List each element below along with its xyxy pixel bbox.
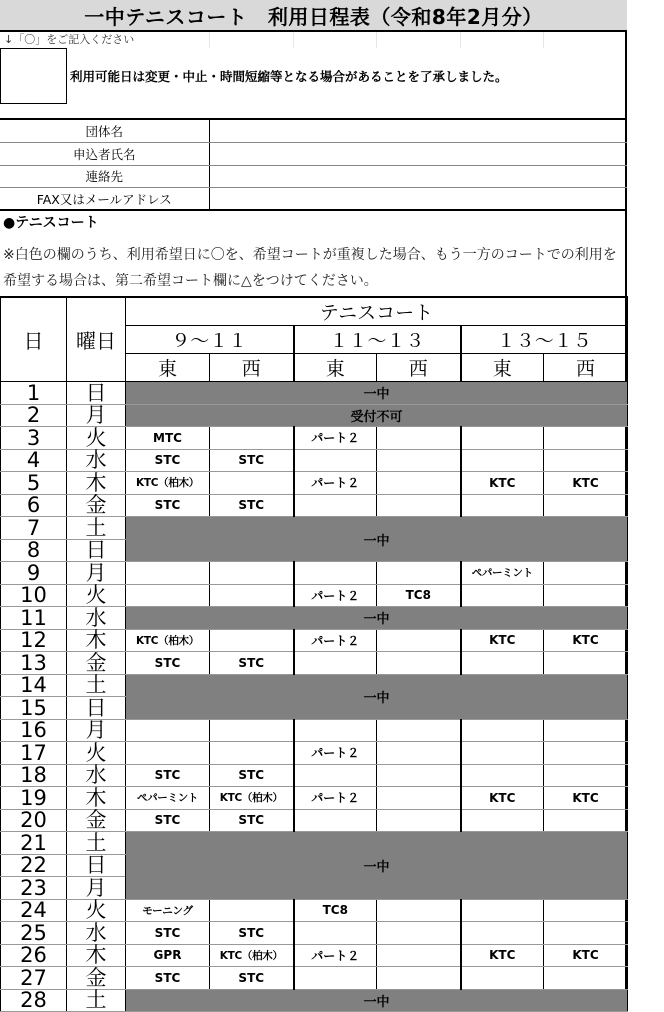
schedule-row-day-1 bbox=[1, 382, 628, 405]
slot-cell-13-15-east[interactable] bbox=[461, 899, 544, 922]
schedule-row-day-7 bbox=[1, 517, 628, 540]
confirm-statement: 利用可能日は変更・中止・時間短縮等となる場合があることを了承しました。 bbox=[70, 69, 508, 84]
slot-cell-11-13-west[interactable] bbox=[377, 427, 461, 450]
slot-cell-13-15-west[interactable] bbox=[544, 742, 628, 765]
day-number: 7 bbox=[1, 517, 67, 540]
weekday: 土 bbox=[67, 674, 126, 697]
slot-cell-9-11-west[interactable] bbox=[210, 427, 294, 450]
schedule-row-day-2 bbox=[1, 404, 628, 427]
weekday: 火 bbox=[67, 742, 126, 765]
weekday: 火 bbox=[67, 584, 126, 607]
day-number: 28 bbox=[1, 989, 67, 1012]
weekday: 日 bbox=[67, 539, 126, 562]
slot-cell-11-13-west[interactable] bbox=[377, 494, 461, 517]
header-slot-11-13: １１～１３ bbox=[294, 326, 461, 354]
form-label: 連絡先 bbox=[0, 165, 209, 188]
fax-email-field[interactable] bbox=[209, 188, 627, 211]
day-number: 6 bbox=[1, 494, 67, 517]
slot-cell-11-13-east: パート２ bbox=[294, 787, 377, 810]
slot-cell-9-11-west[interactable] bbox=[210, 719, 294, 742]
header-west: 西 bbox=[210, 354, 294, 382]
slot-cell-9-11-west[interactable] bbox=[210, 562, 294, 585]
schedule-row-day-27 bbox=[1, 967, 628, 990]
schedule-row-day-20 bbox=[1, 809, 628, 832]
slot-cell-11-13-east: パート２ bbox=[294, 472, 377, 495]
schedule-row-day-14 bbox=[1, 674, 628, 697]
slot-cell-9-11-east: STC bbox=[126, 652, 210, 675]
slot-cell-11-13-west[interactable] bbox=[377, 899, 461, 922]
slot-cell-9-11-west: STC bbox=[210, 449, 294, 472]
slot-cell-13-15-east[interactable] bbox=[461, 967, 544, 990]
slot-cell-11-13-west[interactable] bbox=[377, 742, 461, 765]
slot-cell-13-15-east[interactable] bbox=[461, 719, 544, 742]
slot-cell-13-15-west: KTC bbox=[544, 629, 628, 652]
schedule-row-day-21 bbox=[1, 832, 628, 855]
day-number: 25 bbox=[1, 922, 67, 945]
slot-cell-9-11-east: KTC（柏木） bbox=[126, 472, 210, 495]
weekday: 土 bbox=[67, 517, 126, 540]
weekday: 金 bbox=[67, 809, 126, 832]
weekday: 木 bbox=[67, 629, 126, 652]
slot-cell-13-15-east: KTC bbox=[461, 787, 544, 810]
slot-cell-11-13-west[interactable] bbox=[377, 944, 461, 967]
day-number: 18 bbox=[1, 764, 67, 787]
weekday: 日 bbox=[67, 697, 126, 720]
form-row-applicant-name bbox=[0, 143, 627, 166]
group-name-field[interactable] bbox=[209, 120, 627, 143]
slot-cell-13-15-east: ペパーミント bbox=[461, 562, 544, 585]
header-west: 西 bbox=[377, 354, 461, 382]
slot-cell-13-15-east: KTC bbox=[461, 472, 544, 495]
weekday: 土 bbox=[67, 832, 126, 855]
day-number: 13 bbox=[1, 652, 67, 675]
slot-cell-9-11-west: STC bbox=[210, 922, 294, 945]
slot-cell-13-15-east: KTC bbox=[461, 629, 544, 652]
slot-cell-9-11-west[interactable] bbox=[210, 742, 294, 765]
slot-cell-13-15-west[interactable] bbox=[544, 764, 628, 787]
day-number: 21 bbox=[1, 832, 67, 855]
slot-cell-13-15-west[interactable] bbox=[544, 494, 628, 517]
instruction-note: ※白色の欄のうち、利用希望日に〇を、希望コートが重複した場合、もう一方のコートでの利用を希望する場合は、第二希望コート欄に△をつけてください。 bbox=[3, 247, 617, 289]
slot-cell-9-11-west: STC bbox=[210, 652, 294, 675]
slot-cell-11-13-east: パート２ bbox=[294, 944, 377, 967]
schedule-row-day-4 bbox=[1, 449, 628, 472]
slot-cell-9-11-west[interactable] bbox=[210, 472, 294, 495]
slot-cell-9-11-east: MTC bbox=[126, 427, 210, 450]
weekday: 月 bbox=[67, 877, 126, 900]
day-number: 26 bbox=[1, 944, 67, 967]
slot-cell-11-13-west[interactable] bbox=[377, 562, 461, 585]
slot-cell-13-15-east[interactable] bbox=[461, 494, 544, 517]
weekday: 水 bbox=[67, 764, 126, 787]
section-title: ●テニスコート bbox=[3, 215, 99, 231]
slot-cell-13-15-west[interactable] bbox=[544, 809, 628, 832]
day-number: 12 bbox=[1, 629, 67, 652]
slot-cell-9-11-west: STC bbox=[210, 494, 294, 517]
slot-cell-9-11-east: モーニング bbox=[126, 899, 210, 922]
slot-cell-9-11-west: STC bbox=[210, 764, 294, 787]
schedule-row-day-12 bbox=[1, 629, 628, 652]
slot-cell-11-13-east[interactable] bbox=[294, 652, 377, 675]
form-label: 団体名 bbox=[0, 120, 209, 143]
blocked-cell: 受付不可 bbox=[126, 404, 628, 427]
slot-cell-11-13-east[interactable] bbox=[294, 922, 377, 945]
slot-cell-13-15-west: KTC bbox=[544, 472, 628, 495]
day-number: 5 bbox=[1, 472, 67, 495]
blocked-cell: 一中 bbox=[126, 517, 628, 562]
applicant-form bbox=[0, 120, 627, 211]
slot-cell-11-13-west[interactable] bbox=[377, 652, 461, 675]
header-west: 西 bbox=[544, 354, 628, 382]
day-number: 23 bbox=[1, 877, 67, 900]
slot-cell-13-15-west[interactable] bbox=[544, 922, 628, 945]
applicant-name-field[interactable] bbox=[209, 143, 627, 166]
day-number: 3 bbox=[1, 427, 67, 450]
slot-cell-9-11-west[interactable] bbox=[210, 899, 294, 922]
blocked-cell: 一中 bbox=[126, 607, 628, 630]
day-number: 10 bbox=[1, 584, 67, 607]
slot-cell-13-15-west[interactable] bbox=[544, 652, 628, 675]
confirm-checkbox-cell[interactable] bbox=[0, 48, 67, 104]
slot-cell-11-13-west[interactable] bbox=[377, 809, 461, 832]
weekday: 金 bbox=[67, 967, 126, 990]
weekday: 金 bbox=[67, 494, 126, 517]
blocked-cell: 一中 bbox=[126, 674, 628, 719]
form-row-group-name bbox=[0, 120, 627, 143]
slot-cell-11-13-east: パート２ bbox=[294, 427, 377, 450]
weekday: 月 bbox=[67, 404, 126, 427]
slot-cell-13-15-west[interactable] bbox=[544, 967, 628, 990]
slot-cell-9-11-east: ペパーミント bbox=[126, 787, 210, 810]
slot-cell-13-15-east[interactable] bbox=[461, 427, 544, 450]
form-label: 申込者氏名 bbox=[0, 143, 209, 166]
slot-cell-9-11-east[interactable] bbox=[126, 584, 210, 607]
slot-cell-11-13-west[interactable] bbox=[377, 764, 461, 787]
gridline bbox=[543, 32, 544, 48]
slot-cell-11-13-east[interactable] bbox=[294, 449, 377, 472]
weekday: 木 bbox=[67, 944, 126, 967]
weekday: 日 bbox=[67, 382, 126, 405]
schedule-table bbox=[0, 296, 628, 1012]
slot-cell-11-13-west[interactable] bbox=[377, 449, 461, 472]
slot-cell-9-11-west[interactable] bbox=[210, 629, 294, 652]
slot-cell-9-11-west: STC bbox=[210, 967, 294, 990]
weekday: 水 bbox=[67, 449, 126, 472]
day-number: 14 bbox=[1, 674, 67, 697]
slot-cell-9-11-west[interactable] bbox=[210, 584, 294, 607]
schedule-row-day-16 bbox=[1, 719, 628, 742]
weekday: 月 bbox=[67, 562, 126, 585]
slot-cell-9-11-east: STC bbox=[126, 494, 210, 517]
day-number: 27 bbox=[1, 967, 67, 990]
slot-cell-11-13-east[interactable] bbox=[294, 562, 377, 585]
day-number: 1 bbox=[1, 382, 67, 405]
header-weekday: 曜日 bbox=[67, 297, 126, 382]
slot-cell-13-15-east[interactable] bbox=[461, 742, 544, 765]
gridline bbox=[460, 32, 461, 48]
form-row-fax-email bbox=[0, 188, 627, 211]
slot-cell-13-15-west: KTC bbox=[544, 787, 628, 810]
day-number: 15 bbox=[1, 697, 67, 720]
slot-cell-9-11-east[interactable] bbox=[126, 742, 210, 765]
slot-cell-11-13-west[interactable] bbox=[377, 787, 461, 810]
day-number: 16 bbox=[1, 719, 67, 742]
schedule-row-day-26 bbox=[1, 944, 628, 967]
schedule-row-day-17 bbox=[1, 742, 628, 765]
slot-cell-13-15-west[interactable] bbox=[544, 427, 628, 450]
slot-cell-11-13-east[interactable] bbox=[294, 809, 377, 832]
slot-cell-9-11-west: KTC（柏木） bbox=[210, 787, 294, 810]
slot-cell-9-11-east: STC bbox=[126, 809, 210, 832]
gridline bbox=[293, 32, 294, 48]
hint-text: ↓「〇」をご記入ください bbox=[4, 33, 135, 46]
weekday: 火 bbox=[67, 427, 126, 450]
schedule-row-day-9 bbox=[1, 562, 628, 585]
weekday: 水 bbox=[67, 922, 126, 945]
schedule-row-day-24 bbox=[1, 899, 628, 922]
slot-cell-11-13-east: パート２ bbox=[294, 629, 377, 652]
header-day: 日 bbox=[1, 297, 67, 382]
slot-cell-11-13-west[interactable] bbox=[377, 922, 461, 945]
slot-cell-13-15-east: KTC bbox=[461, 944, 544, 967]
slot-cell-9-11-east: STC bbox=[126, 449, 210, 472]
blocked-cell: 一中 bbox=[126, 989, 628, 1012]
gridline bbox=[209, 32, 210, 48]
slot-cell-11-13-west[interactable] bbox=[377, 967, 461, 990]
header-slot-13-15: １３～１５ bbox=[461, 326, 628, 354]
day-number: 17 bbox=[1, 742, 67, 765]
header-east: 東 bbox=[461, 354, 544, 382]
slot-cell-13-15-east[interactable] bbox=[461, 922, 544, 945]
day-number: 11 bbox=[1, 607, 67, 630]
day-number: 2 bbox=[1, 404, 67, 427]
header-east: 東 bbox=[294, 354, 377, 382]
slot-cell-13-15-east[interactable] bbox=[461, 764, 544, 787]
contact-field[interactable] bbox=[209, 165, 627, 188]
slot-cell-9-11-east: KTC（柏木） bbox=[126, 629, 210, 652]
day-number: 24 bbox=[1, 899, 67, 922]
schedule-row-day-10 bbox=[1, 584, 628, 607]
schedule-row-day-6 bbox=[1, 494, 628, 517]
schedule-body bbox=[1, 382, 628, 1012]
slot-cell-11-13-east: TC8 bbox=[294, 899, 377, 922]
slot-cell-11-13-west[interactable] bbox=[377, 719, 461, 742]
slot-cell-11-13-west[interactable] bbox=[377, 472, 461, 495]
slot-cell-11-13-west: TC8 bbox=[377, 584, 461, 607]
slot-cell-13-15-east[interactable] bbox=[461, 449, 544, 472]
day-number: 9 bbox=[1, 562, 67, 585]
weekday: 木 bbox=[67, 472, 126, 495]
slot-cell-13-15-west[interactable] bbox=[544, 449, 628, 472]
weekday: 日 bbox=[67, 854, 126, 877]
spacer-row bbox=[0, 104, 627, 120]
schedule-row-day-5 bbox=[1, 472, 628, 495]
blocked-cell: 一中 bbox=[126, 382, 628, 405]
slot-cell-13-15-west[interactable] bbox=[544, 719, 628, 742]
weekday: 火 bbox=[67, 899, 126, 922]
header-east: 東 bbox=[126, 354, 210, 382]
slot-cell-9-11-west: KTC（柏木） bbox=[210, 944, 294, 967]
slot-cell-9-11-east[interactable] bbox=[126, 719, 210, 742]
slot-cell-13-15-east[interactable] bbox=[461, 809, 544, 832]
weekday: 土 bbox=[67, 989, 126, 1012]
schedule-row-day-18 bbox=[1, 764, 628, 787]
slot-cell-11-13-east[interactable] bbox=[294, 967, 377, 990]
slot-cell-13-15-west: KTC bbox=[544, 944, 628, 967]
schedule-row-day-19 bbox=[1, 787, 628, 810]
day-number: 22 bbox=[1, 854, 67, 877]
slot-cell-11-13-east[interactable] bbox=[294, 494, 377, 517]
slot-cell-9-11-east: GPR bbox=[126, 944, 210, 967]
gridline bbox=[376, 32, 377, 48]
slot-cell-13-15-east[interactable] bbox=[461, 584, 544, 607]
schedule-row-day-25 bbox=[1, 922, 628, 945]
schedule-row-day-3 bbox=[1, 427, 628, 450]
slot-cell-11-13-east: パート２ bbox=[294, 742, 377, 765]
blocked-cell: 一中 bbox=[126, 832, 628, 900]
form-row-contact bbox=[0, 165, 627, 188]
weekday: 月 bbox=[67, 719, 126, 742]
slot-cell-11-13-east[interactable] bbox=[294, 764, 377, 787]
slot-cell-9-11-east: STC bbox=[126, 967, 210, 990]
header-slot-9-11: ９～１１ bbox=[126, 326, 294, 354]
slot-cell-9-11-east: STC bbox=[126, 922, 210, 945]
schedule-row-day-13 bbox=[1, 652, 628, 675]
weekday: 金 bbox=[67, 652, 126, 675]
schedule-row-day-11 bbox=[1, 607, 628, 630]
slot-cell-13-15-west[interactable] bbox=[544, 899, 628, 922]
day-number: 19 bbox=[1, 787, 67, 810]
slot-cell-9-11-east: STC bbox=[126, 764, 210, 787]
slot-cell-11-13-east: パート２ bbox=[294, 584, 377, 607]
slot-cell-13-15-west[interactable] bbox=[544, 562, 628, 585]
schedule-row-day-28 bbox=[1, 989, 628, 1012]
page-title: 一中テニスコート 利用日程表（令和8年2月分） bbox=[0, 0, 627, 32]
day-number: 20 bbox=[1, 809, 67, 832]
day-number: 4 bbox=[1, 449, 67, 472]
slot-cell-11-13-west[interactable] bbox=[377, 629, 461, 652]
slot-cell-13-15-east[interactable] bbox=[461, 652, 544, 675]
weekday: 水 bbox=[67, 607, 126, 630]
form-label: FAX又はメールアドレス bbox=[0, 188, 209, 211]
slot-cell-13-15-west[interactable] bbox=[544, 584, 628, 607]
day-number: 8 bbox=[1, 539, 67, 562]
weekday: 木 bbox=[67, 787, 126, 810]
header-facility: テニスコート bbox=[126, 297, 628, 326]
slot-cell-11-13-east[interactable] bbox=[294, 719, 377, 742]
slot-cell-9-11-west: STC bbox=[210, 809, 294, 832]
slot-cell-9-11-east[interactable] bbox=[126, 562, 210, 585]
